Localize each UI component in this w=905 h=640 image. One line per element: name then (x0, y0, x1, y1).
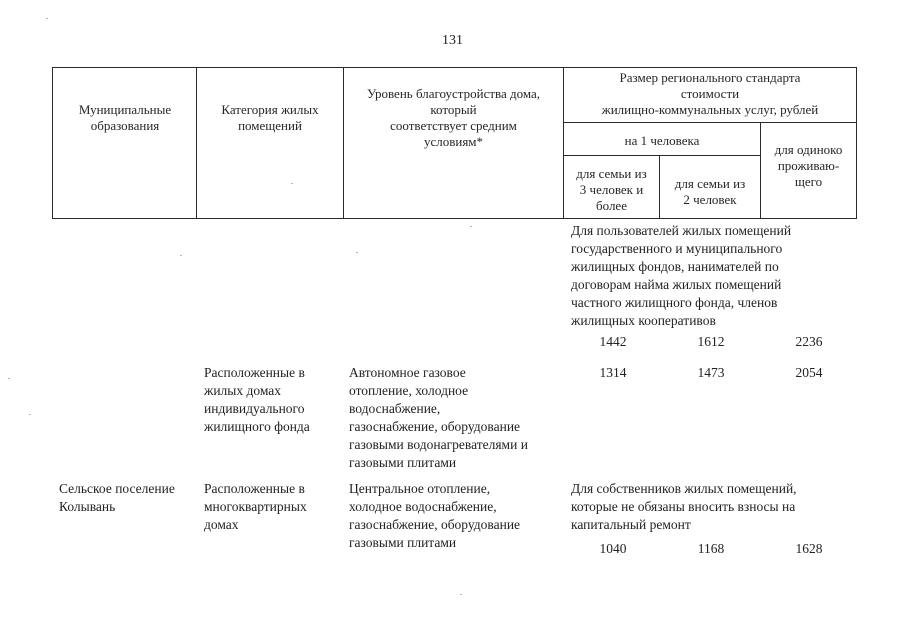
row-3-single: 1628 (795, 541, 823, 556)
row-2-category: Расположенные в жилых домах индивидуального жилищного фонда (204, 365, 310, 434)
row-3-municipality: Сельское поселение Колывань (59, 481, 175, 514)
column-divider (659, 155, 660, 218)
scan-speck (356, 252, 358, 253)
header-single: для одиноко проживаю- щего (774, 142, 843, 189)
row-1-note: Для пользователей жилых помещений государственного и муниципального жилищных фондов, нанимателей по договорам найма жилых помещений частного жилищного фонда, членов жилищных кооперативов (571, 223, 792, 328)
row-2-family-2: 1473 (697, 365, 725, 380)
header-per-person: на 1 человека (624, 133, 700, 148)
header-category: Категория жилых помещений (221, 102, 319, 133)
scan-speck (291, 183, 293, 184)
header-family-3-plus: для семьи из 3 человек и более (576, 166, 647, 213)
row-2-comfort: Автономное газовое отопление, холодное водоснабжение, газоснабжение, оборудование газовыми водонагревателями и газовыми плитами (349, 365, 528, 470)
column-divider (563, 68, 564, 218)
row-3-note: Для собственников жилых помещений, которые не обязаны вносить взносы на капитальный ремонт (571, 481, 797, 532)
column-divider (343, 68, 344, 218)
scan-speck (180, 255, 182, 256)
row-3-family-2: 1168 (697, 541, 725, 556)
row-3-category: Расположенные в многоквартирных домах (204, 481, 307, 532)
row-divider (563, 122, 856, 123)
row-2-family-3-plus: 1314 (599, 365, 627, 380)
scan-speck (46, 18, 48, 19)
column-divider (760, 122, 761, 218)
row-1-single: 2236 (795, 334, 823, 349)
table-header (52, 67, 857, 219)
row-1-family-2: 1612 (697, 334, 725, 349)
scan-speck (8, 378, 10, 379)
row-divider (563, 155, 760, 156)
scan-speck (460, 594, 462, 595)
header-standard-size: Размер регионального стандарта стоимости жилищно-коммунальных услуг, рублей (601, 70, 819, 117)
row-3-family-3-plus: 1040 (599, 541, 627, 556)
scan-speck (470, 226, 472, 227)
header-comfort-level: Уровень благоустройства дома, который соответствует средним условиям* (366, 86, 541, 149)
header-family-2: для семьи из 2 человек (674, 176, 746, 207)
page-number: 131 (442, 33, 463, 48)
column-divider (196, 68, 197, 218)
row-1-family-3-plus: 1442 (599, 334, 627, 349)
header-municipality: Муниципальные образования (78, 102, 172, 133)
row-2-single: 2054 (795, 365, 823, 380)
scan-speck (29, 414, 31, 415)
row-3-comfort: Центральное отопление, холодное водоснабжение, газоснабжение, оборудование газовыми плитами (349, 481, 521, 550)
